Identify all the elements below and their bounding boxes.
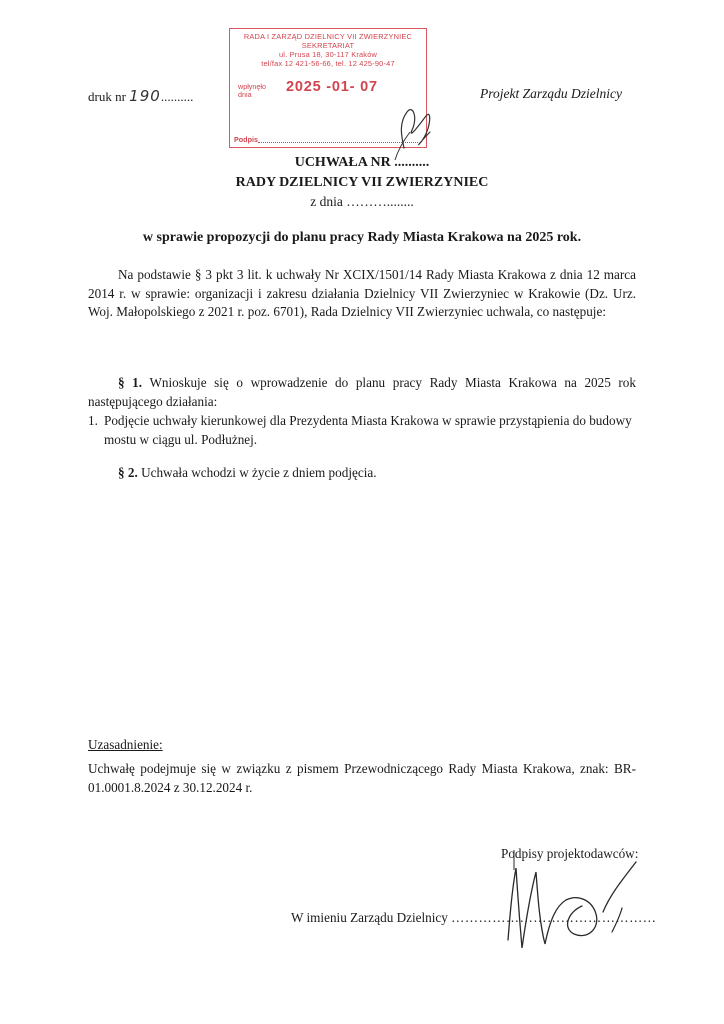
signatures-label: Podpisy projektodawców:	[501, 846, 639, 861]
project-note: Projekt Zarządu Dzielnicy	[480, 86, 622, 101]
stamp-line-1: RADA I ZARZĄD DZIELNICY VII ZWIERZYNIEC	[243, 32, 413, 41]
signature-flourish	[603, 862, 636, 912]
section-2	[88, 464, 636, 483]
section-1-label: § 1.	[118, 375, 143, 390]
stamp-line-3: ul. Prusa 18, 30-117 Kraków	[278, 50, 378, 59]
justification-heading: Uzasadnienie:	[88, 737, 163, 752]
stamp-sign-label: Podpis	[234, 135, 258, 144]
section-2-text: Uchwała wchodzi w życie z dniem podjęcia.	[141, 465, 377, 480]
print-number-dots: ..........	[160, 89, 194, 104]
resolution-title: UCHWAŁA NR ..........	[294, 155, 430, 170]
print-number-value: 190	[129, 87, 161, 105]
registry-stamp	[229, 28, 427, 148]
list-item-marker: 1.	[88, 413, 98, 428]
list-item-text: Podjęcie uchwały kierunkowej dla Prezydenta Miasta Krakowa w sprawie przystąpienia do budowy mostu w ciągu ul. Podłużnej.	[104, 413, 632, 447]
on-behalf-dots: ………………………………………	[451, 910, 657, 925]
resolution-subject: w sprawie propozycji do planu pracy Rady Miasta Krakowa na 2025 rok.	[142, 230, 582, 245]
preamble: Na podstawie § 3 pkt 3 lit. k uchwały Nr XCIX/1501/14 Rady Miasta Krakowa z dnia 12 marca 2014 r. w sprawie: organizacji i zakresu działania Dzielnicy VII Zwierzyniec w Krakowie (Dz. Urz. Woj. Małopolskiego z 2021 r. poz. 6701), Rada Dzielnicy VII Zwierzyniec uchwala, co następuje:	[88, 267, 636, 319]
justification-text: Uchwałę podejmuje się w związku z pismem Przewodniczącego Rady Miasta Krakowa, znak: BR-01.0001.8.2024 z 30.12.2024 r.	[88, 761, 636, 795]
stamp-received-label: wpłynęło dnia	[238, 82, 266, 99]
section-2-label: § 2.	[118, 465, 138, 480]
signature-main	[508, 868, 597, 948]
section-1-text: Wnioskuje się o wprowadzenie do planu pracy Rady Miasta Krakowa na 2025 rok następującego działania:	[88, 375, 636, 409]
print-number	[88, 87, 193, 105]
on-behalf-label: W imieniu Zarządu Dzielnicy	[291, 910, 448, 925]
print-number-prefix: druk nr	[88, 89, 126, 104]
on-behalf-line	[291, 910, 656, 926]
resolution-issuer: RADY DZIELNICY VII ZWIERZYNIEC	[235, 175, 489, 190]
stamp-date: 2025 -01- 07	[286, 79, 378, 95]
stamp-line-2: SEKRETARIAT	[301, 41, 355, 50]
resolution-date: z dnia ………........	[310, 194, 414, 209]
stamp-line-4: tel/fax 12 421-56-66, tel. 12 425-90-47	[261, 59, 395, 68]
section-1	[88, 374, 636, 411]
stamp-sign-line	[258, 142, 418, 143]
